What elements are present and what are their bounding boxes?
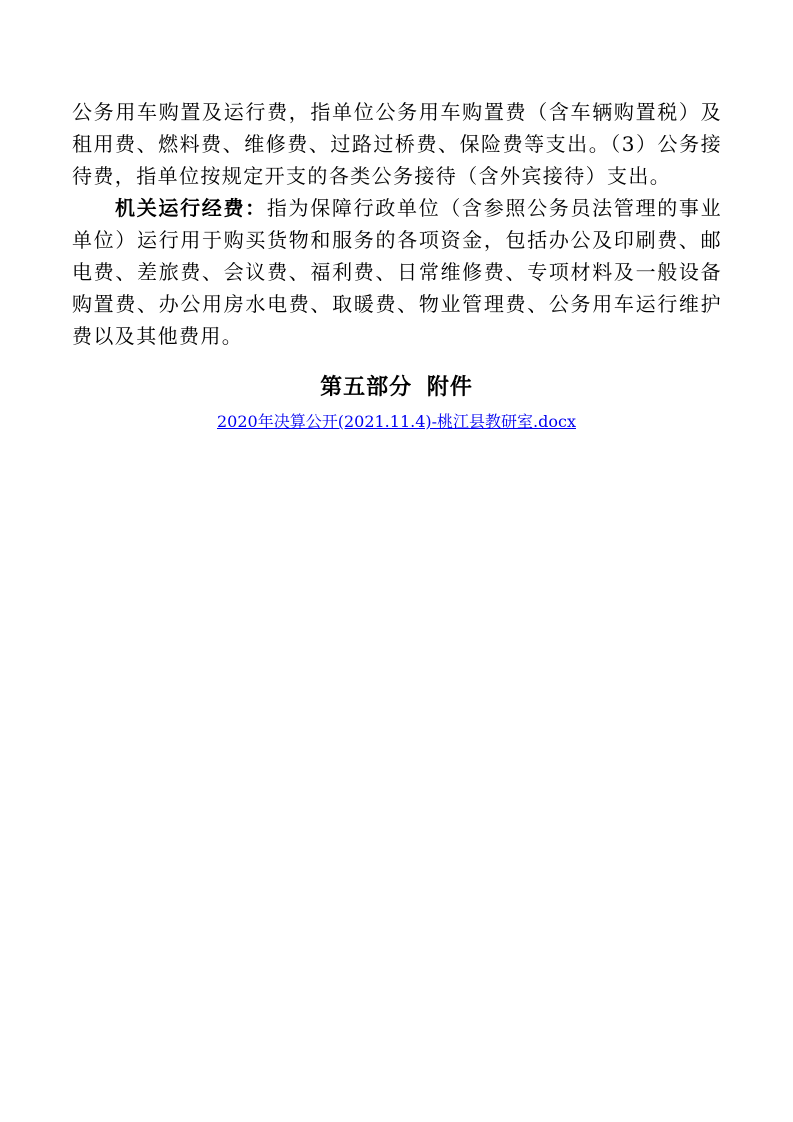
attachment-row (0, 410, 793, 434)
attachment-link[interactable]: 2020年决算公开(2021.11.4)-桃江县教研室.docx (217, 412, 576, 431)
paragraph-vehicle-expenses: 公务用车购置及运行费，指单位公务用车购置费（含车辆购置税）及租用费、燃料费、维修费、过路过桥费、保险费等支出。（3）公务接待费，指单位按规定开支的各类公务接待（含外宾接待）支出。 (72, 100, 722, 188)
term-label: 机关运行经费： (115, 196, 267, 220)
paragraph-operating-expenses (72, 192, 722, 352)
term-definition: 指为保障行政单位（含参照公务员法管理的事业单位）运行用于购买货物和服务的各项资金，包括办公及印刷费、邮电费、差旅费、会议费、福利费、日常维修费、专项材料及一般设备购置费、办公用房水电费、取暖费、物业管理费、公务用车运行维护费以及其他费用。 (72, 196, 722, 348)
section-heading: 第五部分 附件 (320, 375, 473, 400)
